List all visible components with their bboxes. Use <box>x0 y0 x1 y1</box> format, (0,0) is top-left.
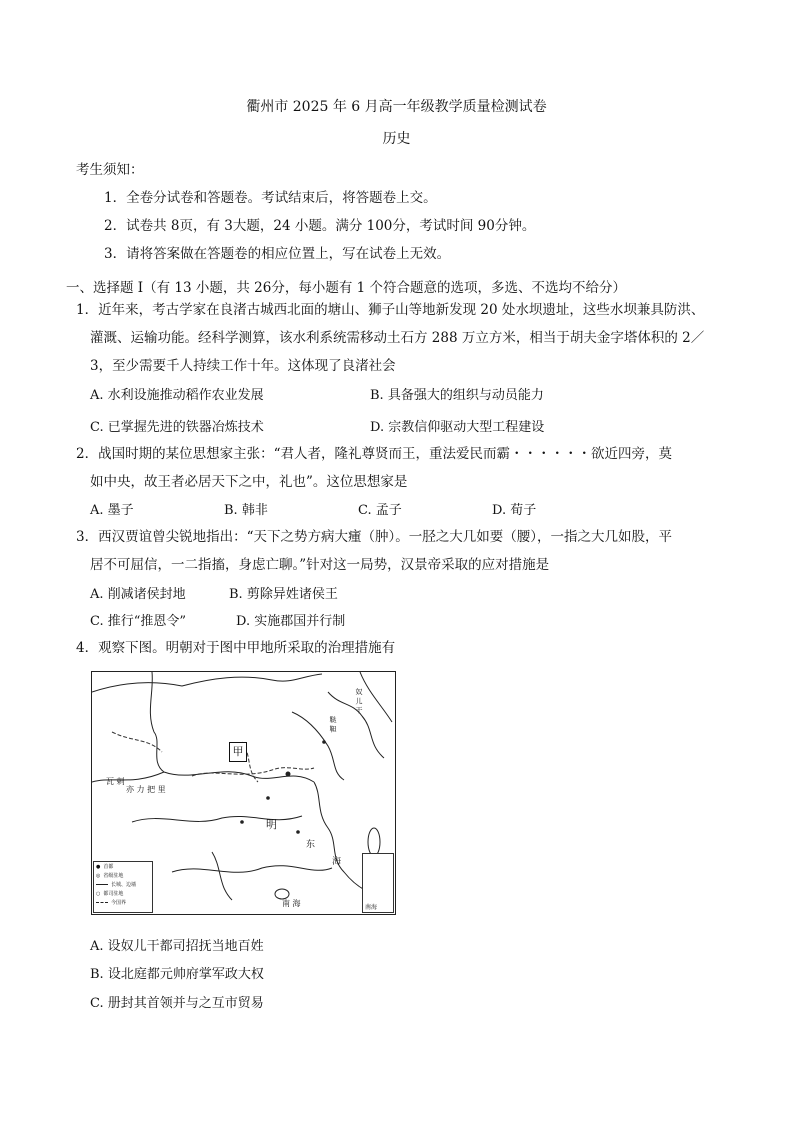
map-legend <box>93 861 153 913</box>
notice-item: 2．试卷共 8页，有 3大题，24 小题。满分 100分，考试时间 90分钟。 <box>104 218 536 234</box>
option-b[interactable]: B. 设北庭都元帅府掌军政大权 <box>90 967 264 982</box>
exam-title: 衢州市 2025 年 6 月高一年级教学质量检测试卷 <box>246 99 547 115</box>
question-text: 3，至少需要千人持续工作十年。这体现了良渚社会 <box>90 358 396 374</box>
option-a[interactable]: A. 削减诸侯封地 <box>90 587 186 602</box>
option-b[interactable]: B. 韩非 <box>224 503 268 518</box>
ming-dynasty-map <box>91 671 396 915</box>
notice-item: 1．全卷分试卷和答题卷。考试结束后，将答题卷上交。 <box>104 190 437 206</box>
map-inset-south-sea <box>362 853 394 913</box>
option-b[interactable]: B. 具备强大的组织与动员能力 <box>370 388 544 403</box>
legend-item: ◎ 省级驻地 <box>96 872 124 879</box>
subject-title: 历史 <box>382 131 411 147</box>
question-text: 3．西汉贾谊曾尖锐地指出：“天下之势方病大瘇（肿）。一胫之大几如要（腰），一指之大几如股，平 <box>76 529 672 545</box>
legend-item: 长城、边墙 <box>94 880 152 889</box>
option-c[interactable]: C. 册封其首领并与之互市贸易 <box>90 996 264 1011</box>
capital-icon: ● <box>96 863 101 870</box>
question-text: 如中央，故王者必居天下之中，礼也”。这位思想家是 <box>90 474 408 490</box>
option-c[interactable]: C. 已掌握先进的铁器冶炼技术 <box>90 420 264 435</box>
military-seat-icon: ○ <box>96 890 101 897</box>
question-text: 灌溉、运输功能。经科学测算，该水利系统需移动土石方 288 万立方米，相当于胡夫金字塔体积的 2／ <box>90 330 705 346</box>
map-label-tartary: 鞑 靼 <box>329 716 337 733</box>
map-label-hai: 海 <box>332 857 342 867</box>
option-b[interactable]: B. 剪除异姓诸侯王 <box>229 587 338 602</box>
map-label-nanhai: 南 海 <box>282 899 301 908</box>
question-text: 居不可屈信，一二指搐，身虑亡聊。”针对这一局势，汉景帝采取的应对措施是 <box>90 557 550 573</box>
map-label-nuerhan: 奴 儿 干 <box>355 688 363 714</box>
map-label-jia: 甲 <box>229 742 247 762</box>
map-label-dong: 东 <box>306 840 316 850</box>
legend-item: 今国界 <box>94 898 152 907</box>
option-d[interactable]: D. 宗教信仰驱动大型工程建设 <box>370 420 545 435</box>
legend-item: ● 首都 <box>96 863 114 870</box>
legend-item: ○ 都司驻地 <box>96 890 124 897</box>
provincial-seat-icon: ◎ <box>96 872 101 879</box>
notice-heading: 考生须知： <box>76 162 144 178</box>
option-a[interactable]: A. 设奴儿干都司招抚当地百姓 <box>90 939 264 954</box>
question-text: 1．近年来，考古学家在良渚古城西北面的塘山、狮子山等地新发现 20 处水坝遗址，这些水坝兼具防洪、 <box>76 302 705 318</box>
notice-item: 3．请将答案做在答题卷的相应位置上，写在试卷上无效。 <box>104 246 451 262</box>
map-label-wala: 瓦 剌 <box>106 777 125 786</box>
question-text: 2．战国时期的某位思想家主张：“君人者，隆礼尊贤而王，重法爱民而霸・・・・・・欲近四旁，莫 <box>76 446 672 462</box>
option-a[interactable]: A. 水利设施推动稻作农业发展 <box>90 388 264 403</box>
question-text: 4．观察下图。明朝对于图中甲地所采取的治理措施有 <box>76 640 396 656</box>
option-d[interactable]: D. 实施郡国并行制 <box>236 614 346 629</box>
option-d[interactable]: D. 荀子 <box>492 503 537 518</box>
map-label-tala: 亦 力 把 里 <box>126 785 166 794</box>
map-label-ming: 明 <box>266 818 277 831</box>
option-c[interactable]: C. 推行“推恩令” <box>90 614 187 629</box>
border-line-icon <box>96 902 108 903</box>
inset-label: 南海 <box>365 904 378 911</box>
great-wall-line-icon <box>96 884 108 885</box>
option-c[interactable]: C. 孟子 <box>358 503 402 518</box>
section-heading: 一、选择题 I（有 13 小题，共 26分，每小题有 1 个符合题意的选项，多选、不选均不给分） <box>66 280 627 296</box>
option-a[interactable]: A. 墨子 <box>90 503 134 518</box>
